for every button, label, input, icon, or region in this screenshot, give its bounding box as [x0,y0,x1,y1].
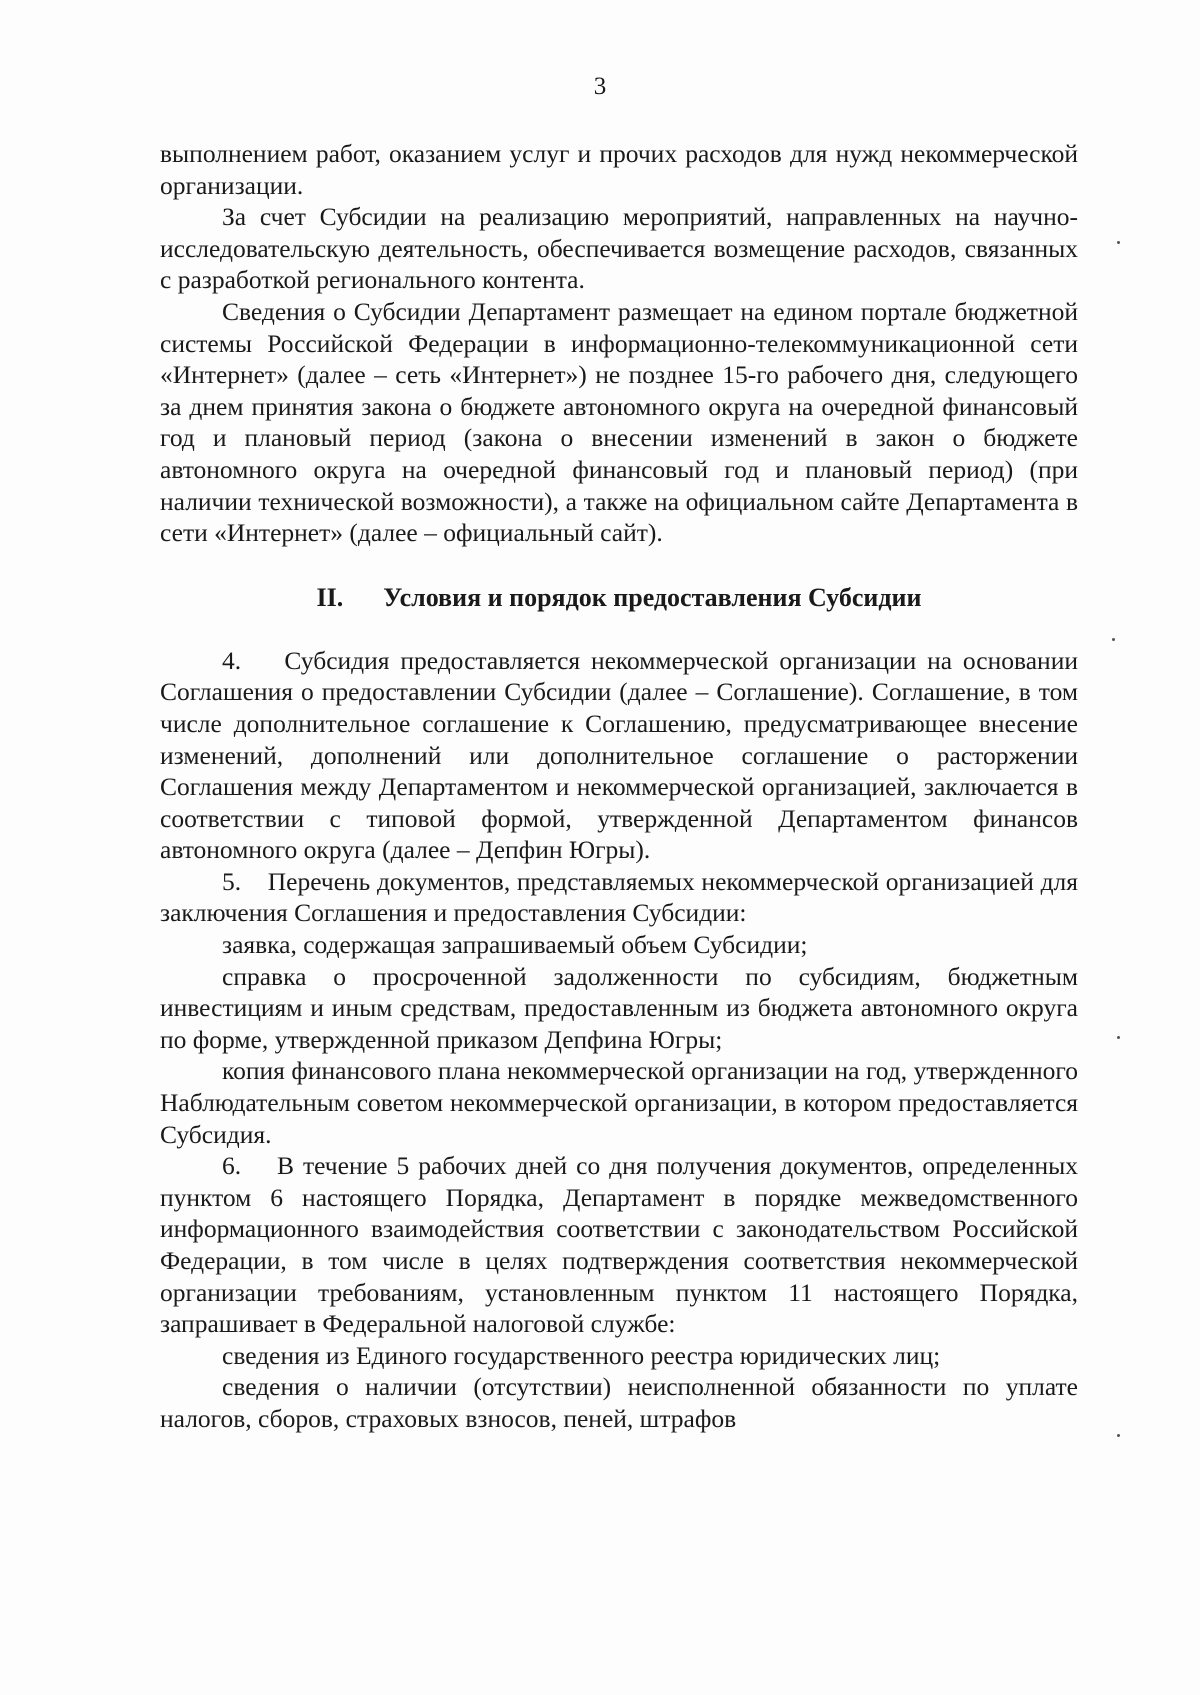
document-body [160,138,1078,1435]
scan-speck [1117,241,1120,244]
paragraph: заявка, содержащая запрашиваемый объем Субсидии; [222,930,808,960]
paragraph: справка о просроченной задолженности по субсидиям, бюджетным инвестициям и иным средствам, предоставленным из бюджета автономного округа по форме, утвержденной приказом Депфина Югры; [160,961,1078,1054]
section-heading [160,582,1078,614]
section-number: II. [316,582,344,612]
page-number: 3 [593,73,607,100]
section-title: Условия и порядок предоставления Субсидии [383,582,922,612]
scan-speck [1117,1036,1120,1039]
paragraph: сведения о наличии (отсутствии) неисполненной обязанности по уплате налогов, сборов, страховых взносов, пеней, штрафов [160,1372,1078,1433]
paragraph: выполнением работ, оказанием услуг и прочих расходов для нужд некоммерческой организации. [160,139,1078,200]
paragraph: 6. В течение 5 рабочих дней со дня получения документов, определенных пунктом 6 настоящего Порядка, Департамент в порядке межведомственного информационного взаимодействия соответствии с законодательством Российской Федерации, в том числе в целях подтверждения соответствия некоммерческой организации требованиям, установленным пунктом 11 настоящего Порядка, запрашивает в Федеральной налоговой службе: [160,1151,1078,1339]
paragraph: копия финансового плана некоммерческой организации на год, утвержденного Наблюдательным советом некоммерческой организации, в котором предоставляется Субсидия. [160,1056,1078,1149]
paragraphs-top [160,138,1078,549]
paragraph: 4. Субсидия предоставляется некоммерческой организации на основании Соглашения о предоставлении Субсидии (далее – Соглашение). Соглашение, в том числе дополнительное соглашение к Соглашению, предусматривающее внесение изменений, дополнений или дополнительное соглашение о расторжении Соглашения между Департаментом и некоммерческой организацией, заключается в соответствии с типовой формой, утвержденной Департаментом финансов автономного округа (далее – Депфин Югры). [160,645,1078,865]
scan-speck [1112,638,1115,641]
paragraph: 5. Перечень документов, представляемых некоммерческой организацией для заключения Соглашения и предоставления Субсидии: [160,866,1078,928]
scan-speck [1117,1434,1120,1437]
paragraph: сведения из Единого государственного реестра юридических лиц; [222,1340,941,1370]
paragraph: За счет Субсидии на реализацию мероприятий, направленных на научно-исследовательскую деятельность, обеспечивается возмещение расходов, связанных с разработкой регионального контента. [160,202,1078,295]
paragraph: Сведения о Субсидии Департамент размещает на едином портале бюджетной системы Российской Федерации в информационно-телекоммуникационной сети «Интернет» (далее – сеть «Интернет») не позднее 15-го рабочего дня, следующего за днем принятия закона о бюджете автономного округа на очередной финансовый год и плановый период (закона о внесении изменений в закон о бюджете автономного округа на очередной финансовый год и плановый период) (при наличии технической возможности), а также на официальном сайте Департамента в сети «Интернет» (далее – официальный сайт). [160,296,1078,548]
paragraphs-bottom [160,645,1078,1435]
